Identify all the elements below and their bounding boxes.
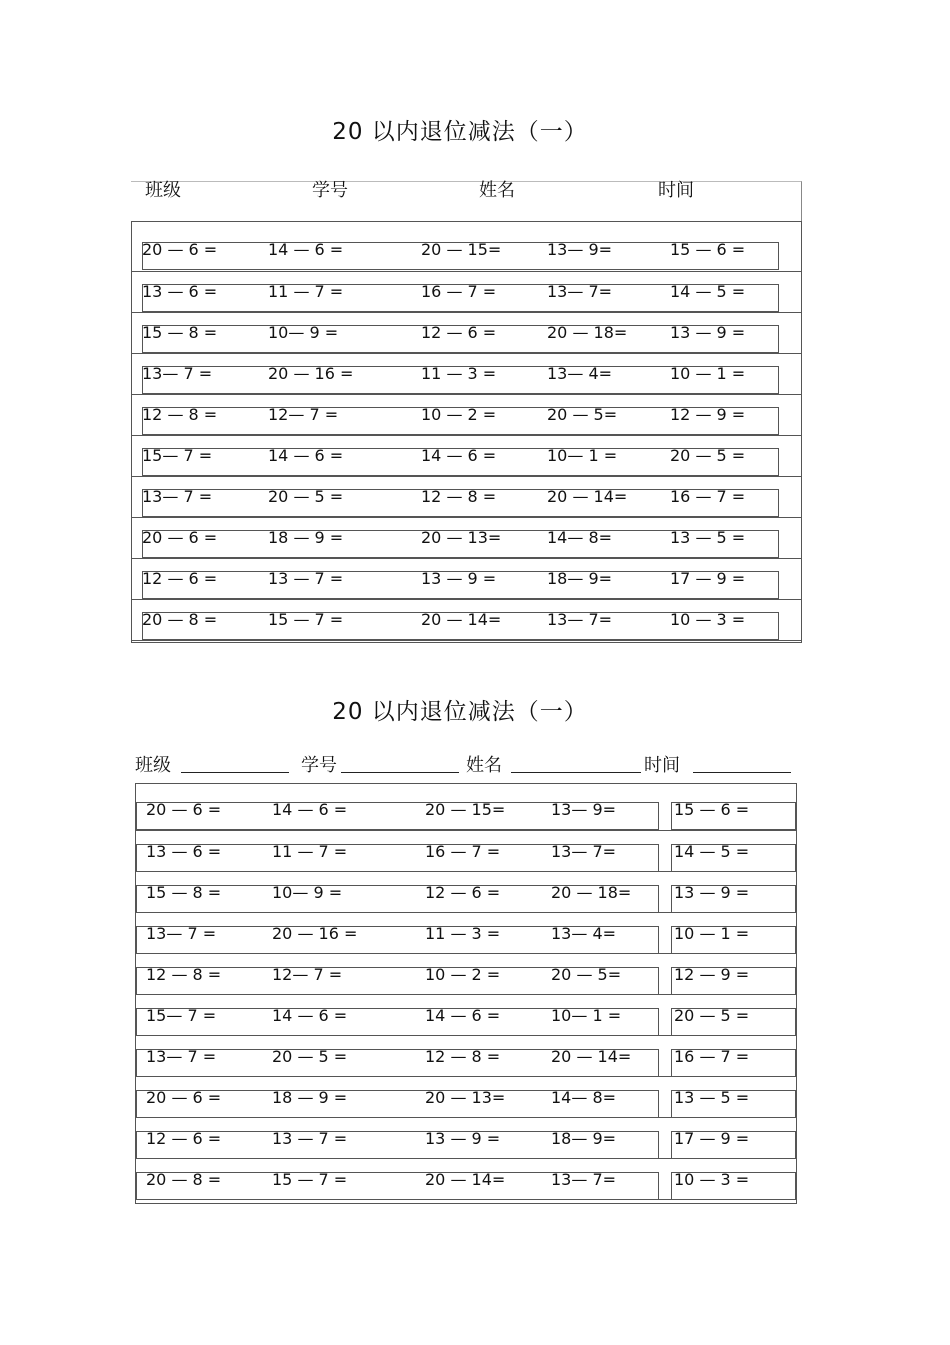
class-blank[interactable] [181, 772, 289, 773]
subtraction-problem: 13— 7 = [146, 1047, 217, 1066]
subtraction-problem: 13— 7= [547, 610, 613, 629]
subtraction-problem: 12 — 6 = [425, 883, 501, 902]
subtraction-problem: 20 — 16 = [268, 364, 354, 383]
subtraction-problem: 20 — 5 = [272, 1047, 348, 1066]
subtraction-problem: 20 — 14= [425, 1170, 506, 1189]
subtraction-problem: 14 — 6 = [272, 800, 348, 819]
subtraction-problem: 12 — 8 = [146, 965, 222, 984]
subtraction-problem: 15— 7 = [142, 446, 213, 465]
subtraction-problem: 20 — 16 = [272, 924, 358, 943]
subtraction-problem: 13 — 9 = [670, 323, 746, 342]
worksheet-1-header-box [131, 181, 802, 222]
subtraction-problem: 13— 7 = [146, 924, 217, 943]
subtraction-problem: 14 — 6 = [268, 240, 344, 259]
subtraction-problem: 20 — 14= [547, 487, 628, 506]
subtraction-problem: 12 — 9 = [670, 405, 746, 424]
subtraction-problem: 13— 4= [547, 364, 613, 383]
problem-row [132, 476, 801, 518]
subtraction-problem: 18— 9= [547, 569, 613, 588]
subtraction-problem: 20 — 8 = [142, 610, 218, 629]
subtraction-problem: 20 — 5= [551, 965, 622, 984]
subtraction-problem: 20 — 5= [547, 405, 618, 424]
subtraction-problem: 15 — 7 = [268, 610, 344, 629]
subtraction-problem: 20 — 6 = [146, 1088, 222, 1107]
name-label: 姓名 [466, 755, 502, 776]
class-label: 班级 [135, 755, 171, 776]
subtraction-problem: 20 — 13= [425, 1088, 506, 1107]
subtraction-problem: 20 — 18= [551, 883, 632, 902]
subtraction-problem: 17 — 9 = [674, 1129, 750, 1148]
problem-row [136, 789, 796, 830]
problem-row [136, 871, 796, 913]
subtraction-problem: 11 — 7 = [272, 842, 348, 861]
class-label: 班级 [145, 180, 181, 201]
subtraction-problem: 14 — 6 = [272, 1006, 348, 1025]
problem-row [132, 394, 801, 436]
subtraction-problem: 13 — 6 = [142, 282, 218, 301]
worksheet-1-title: 20 以内退位减法（一） [332, 119, 588, 145]
subtraction-problem: 20 — 6 = [142, 240, 218, 259]
subtraction-problem: 10— 9 = [272, 883, 343, 902]
problem-row [132, 353, 801, 395]
subtraction-problem: 10— 1 = [547, 446, 618, 465]
subtraction-problem: 12— 7 = [268, 405, 339, 424]
subtraction-problem: 15 — 6 = [674, 800, 750, 819]
subtraction-problem: 14 — 6 = [268, 446, 344, 465]
subtraction-problem: 12 — 6 = [421, 323, 497, 342]
time-label: 时间 [658, 180, 694, 201]
subtraction-problem: 20 — 18= [547, 323, 628, 342]
subtraction-problem: 13— 7= [547, 282, 613, 301]
subtraction-problem: 14— 8= [547, 528, 613, 547]
problem-row [132, 271, 801, 313]
subtraction-problem: 11 — 3 = [421, 364, 497, 383]
subtraction-problem: 20 — 13= [421, 528, 502, 547]
subtraction-problem: 20 — 5 = [268, 487, 344, 506]
subtraction-problem: 13— 7= [551, 1170, 617, 1189]
student-id-label: 学号 [312, 180, 348, 201]
subtraction-problem: 13 — 5 = [674, 1088, 750, 1107]
subtraction-problem: 14 — 5 = [670, 282, 746, 301]
subtraction-problem: 13— 7 = [142, 364, 213, 383]
subtraction-problem: 15 — 6 = [670, 240, 746, 259]
subtraction-problem: 13 — 5 = [670, 528, 746, 547]
subtraction-problem: 10 — 1 = [674, 924, 750, 943]
problem-row [132, 435, 801, 477]
worksheet-1-grid [131, 221, 802, 643]
subtraction-problem: 14 — 5 = [674, 842, 750, 861]
name-label: 姓名 [479, 180, 515, 201]
name-blank[interactable] [511, 772, 641, 773]
problem-row [136, 830, 796, 872]
grid-bottom-rule [136, 1199, 796, 1200]
subtraction-problem: 15 — 8 = [146, 883, 222, 902]
subtraction-problem: 16 — 7 = [425, 842, 501, 861]
subtraction-problem: 13 — 9 = [425, 1129, 501, 1148]
problem-row [132, 230, 801, 271]
subtraction-problem: 11 — 7 = [268, 282, 344, 301]
subtraction-problem: 18— 9= [551, 1129, 617, 1148]
subtraction-problem: 10 — 2 = [425, 965, 501, 984]
subtraction-problem: 11 — 3 = [425, 924, 501, 943]
problem-row [136, 994, 796, 1036]
subtraction-problem: 12 — 8 = [421, 487, 497, 506]
subtraction-problem: 13 — 9 = [421, 569, 497, 588]
subtraction-problem: 14 — 6 = [421, 446, 497, 465]
subtraction-problem: 13 — 9 = [674, 883, 750, 902]
subtraction-problem: 12 — 6 = [146, 1129, 222, 1148]
problem-row [136, 1117, 796, 1159]
subtraction-problem: 14 — 6 = [425, 1006, 501, 1025]
subtraction-problem: 16 — 7 = [674, 1047, 750, 1066]
subtraction-problem: 15 — 7 = [272, 1170, 348, 1189]
subtraction-problem: 16 — 7 = [421, 282, 497, 301]
subtraction-problem: 20 — 6 = [146, 800, 222, 819]
problem-row [136, 1158, 796, 1200]
subtraction-problem: 18 — 9 = [268, 528, 344, 547]
subtraction-problem: 15— 7 = [146, 1006, 217, 1025]
subtraction-problem: 12— 7 = [272, 965, 343, 984]
grid-bottom-rule [132, 640, 801, 641]
time-blank[interactable] [693, 772, 791, 773]
subtraction-problem: 10 — 2 = [421, 405, 497, 424]
subtraction-problem: 10 — 3 = [670, 610, 746, 629]
subtraction-problem: 12 — 8 = [142, 405, 218, 424]
problem-row [136, 1076, 796, 1118]
problem-row [132, 558, 801, 600]
problem-row [136, 912, 796, 954]
subtraction-problem: 17 — 9 = [670, 569, 746, 588]
problem-row [136, 953, 796, 995]
subtraction-problem: 20 — 5 = [674, 1006, 750, 1025]
worksheet-2-grid [135, 783, 797, 1204]
subtraction-problem: 12 — 9 = [674, 965, 750, 984]
subtraction-problem: 20 — 6 = [142, 528, 218, 547]
subtraction-problem: 13— 7= [551, 842, 617, 861]
subtraction-problem: 12 — 6 = [142, 569, 218, 588]
time-label: 时间 [644, 755, 680, 776]
subtraction-problem: 14— 8= [551, 1088, 617, 1107]
problem-row [136, 1035, 796, 1077]
problem-row [132, 599, 801, 641]
subtraction-problem: 13— 9= [547, 240, 613, 259]
problem-row [132, 517, 801, 559]
subtraction-problem: 20 — 5 = [670, 446, 746, 465]
subtraction-problem: 10— 9 = [268, 323, 339, 342]
subtraction-problem: 20 — 14= [421, 610, 502, 629]
subtraction-problem: 18 — 9 = [272, 1088, 348, 1107]
subtraction-problem: 15 — 8 = [142, 323, 218, 342]
subtraction-problem: 20 — 8 = [146, 1170, 222, 1189]
subtraction-problem: 20 — 15= [425, 800, 506, 819]
subtraction-problem: 13— 4= [551, 924, 617, 943]
subtraction-problem: 16 — 7 = [670, 487, 746, 506]
subtraction-problem: 13 — 6 = [146, 842, 222, 861]
subtraction-problem: 12 — 8 = [425, 1047, 501, 1066]
subtraction-problem: 13 — 7 = [268, 569, 344, 588]
worksheet-2-title: 20 以内退位减法（一） [332, 699, 588, 725]
student-id-label: 学号 [301, 755, 337, 776]
subtraction-problem: 10— 1 = [551, 1006, 622, 1025]
problem-row [132, 312, 801, 354]
subtraction-problem: 10 — 1 = [670, 364, 746, 383]
subtraction-problem: 20 — 15= [421, 240, 502, 259]
subtraction-problem: 13— 7 = [142, 487, 213, 506]
subtraction-problem: 20 — 14= [551, 1047, 632, 1066]
subtraction-problem: 10 — 3 = [674, 1170, 750, 1189]
subtraction-problem: 13 — 7 = [272, 1129, 348, 1148]
subtraction-problem: 13— 9= [551, 800, 617, 819]
student-id-blank[interactable] [341, 772, 459, 773]
